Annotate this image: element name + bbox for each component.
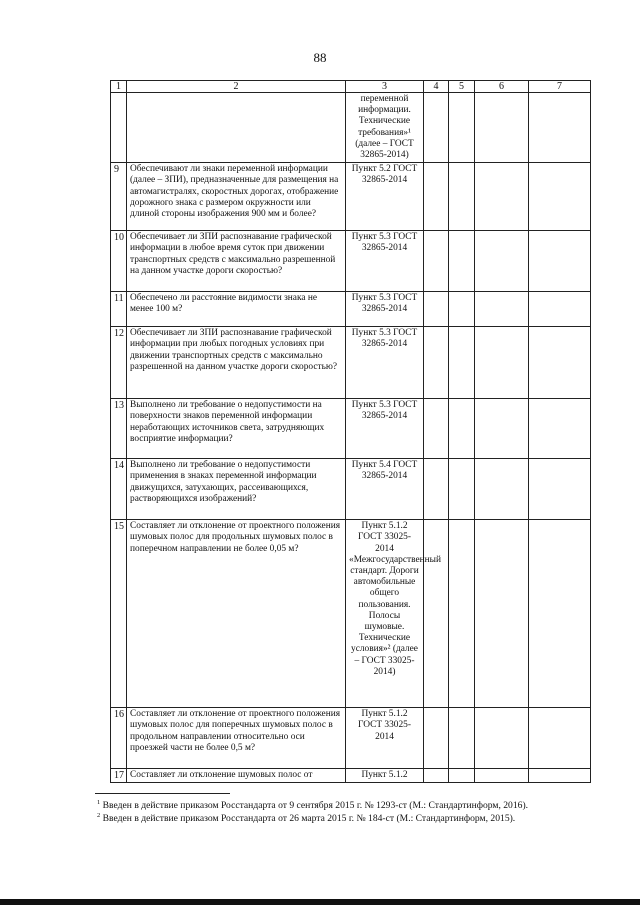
header-col-6: 6 bbox=[475, 81, 529, 93]
empty-cell bbox=[449, 327, 475, 399]
row-number: 15 bbox=[111, 520, 127, 708]
empty-cell bbox=[449, 769, 475, 783]
empty-cell bbox=[475, 769, 529, 783]
row-reference: Пункт 5.1.2 ГОСТ 33025-2014 «Межгосударственный стандарт. Дороги автомобильные общего пользования. Полосы шумовые. Технические условия»² (далее – ГОСТ 33025-2014) bbox=[346, 520, 424, 708]
row-number: 9 bbox=[111, 163, 127, 231]
empty-cell bbox=[424, 231, 449, 292]
empty-cell bbox=[529, 708, 591, 769]
table-row bbox=[111, 163, 591, 231]
empty-cell bbox=[424, 459, 449, 520]
row-number: 17 bbox=[111, 769, 127, 783]
empty-cell bbox=[529, 163, 591, 231]
table-row bbox=[111, 292, 591, 327]
empty-cell bbox=[475, 520, 529, 708]
footnote bbox=[97, 813, 597, 826]
table-row bbox=[111, 520, 591, 708]
empty-cell bbox=[449, 708, 475, 769]
row-number: 13 bbox=[111, 399, 127, 459]
row-reference: Пункт 5.2 ГОСТ 32865-2014 bbox=[346, 163, 424, 231]
empty-cell bbox=[475, 163, 529, 231]
row-reference: Пункт 5.3 ГОСТ 32865-2014 bbox=[346, 231, 424, 292]
row-reference: Пункт 5.3 ГОСТ 32865-2014 bbox=[346, 292, 424, 327]
empty-cell bbox=[529, 327, 591, 399]
empty-cell bbox=[424, 708, 449, 769]
empty-cell bbox=[449, 93, 475, 163]
row-question: Обеспечивает ли ЗПИ распознавание графической информации в любое время суток при движении транспортных средств с максимально разрешенной на данном участке дороги скоростью? bbox=[127, 231, 346, 292]
row-reference: Пункт 5.1.2 bbox=[346, 769, 424, 783]
table-row bbox=[111, 459, 591, 520]
footnote-text: Введен в действие приказом Росстандарта от 9 сентября 2015 г. № 1293-ст (М.: Стандартинформ, 2016). bbox=[102, 800, 529, 811]
table-row bbox=[111, 231, 591, 292]
row-question: Выполнено ли требование о недопустимости применения в знаках переменной информации движущихся, затухающих, рассеивающихся, растворяющихся изображений? bbox=[127, 459, 346, 520]
checklist-table bbox=[110, 80, 591, 783]
table-row bbox=[111, 708, 591, 769]
footnote-mark: 2 bbox=[97, 811, 101, 819]
row-number bbox=[111, 93, 127, 163]
empty-cell bbox=[449, 231, 475, 292]
empty-cell bbox=[529, 399, 591, 459]
table-row bbox=[111, 327, 591, 399]
empty-cell bbox=[449, 399, 475, 459]
empty-cell bbox=[475, 93, 529, 163]
header-col-4: 4 bbox=[424, 81, 449, 93]
row-question bbox=[127, 93, 346, 163]
footnotes bbox=[97, 800, 597, 825]
row-reference: Пункт 5.3 ГОСТ 32865-2014 bbox=[346, 399, 424, 459]
empty-cell bbox=[424, 163, 449, 231]
empty-cell bbox=[449, 459, 475, 520]
scan-edge-bar bbox=[0, 899, 640, 905]
empty-cell bbox=[475, 327, 529, 399]
empty-cell bbox=[449, 163, 475, 231]
row-reference: переменной информации. Технические требования»¹ (далее – ГОСТ 32865-2014) bbox=[346, 93, 424, 163]
row-number: 11 bbox=[111, 292, 127, 327]
empty-cell bbox=[424, 292, 449, 327]
row-question: Выполнено ли требование о недопустимости на поверхности знаков переменной информации неработающих источников света, затрудняющих восприятие информации? bbox=[127, 399, 346, 459]
row-question: Составляет ли отклонение шумовых полос от bbox=[127, 769, 346, 783]
row-reference: Пункт 5.4 ГОСТ 32865-2014 bbox=[346, 459, 424, 520]
empty-cell bbox=[424, 93, 449, 163]
row-question: Обеспечивают ли знаки переменной информации (далее – ЗПИ), предназначенные для размещения на автомагистралях, скоростных дорогах, отображение дорожного знака с размером окружности или длиной стороны изображения 900 мм и более? bbox=[127, 163, 346, 231]
page-number: 88 bbox=[313, 50, 327, 65]
row-number: 10 bbox=[111, 231, 127, 292]
header-col-3: 3 bbox=[346, 81, 424, 93]
empty-cell bbox=[449, 292, 475, 327]
row-reference: Пункт 5.3 ГОСТ 32865-2014 bbox=[346, 327, 424, 399]
empty-cell bbox=[529, 520, 591, 708]
footnote-text: Введен в действие приказом Росстандарта от 26 марта 2015 г. № 184-ст (М.: Стандартинформ, 2015). bbox=[102, 812, 516, 824]
empty-cell bbox=[475, 708, 529, 769]
header-col-1: 1 bbox=[111, 81, 127, 93]
empty-cell bbox=[475, 459, 529, 520]
row-reference: Пункт 5.1.2 ГОСТ 33025-2014 bbox=[346, 708, 424, 769]
empty-cell bbox=[475, 399, 529, 459]
footnote-divider bbox=[95, 793, 230, 794]
footnote-mark: 1 bbox=[97, 798, 101, 806]
table-row bbox=[111, 93, 591, 163]
empty-cell bbox=[424, 399, 449, 459]
empty-cell bbox=[475, 292, 529, 327]
row-question: Составляет ли отклонение от проектного положения шумовых полос для продольных шумовых полос в поперечном направлении не более 0,05 м? bbox=[127, 520, 346, 708]
header-col-5: 5 bbox=[449, 81, 475, 93]
row-number: 14 bbox=[111, 459, 127, 520]
row-number: 12 bbox=[111, 327, 127, 399]
row-number: 16 bbox=[111, 708, 127, 769]
empty-cell bbox=[424, 520, 449, 708]
empty-cell bbox=[475, 231, 529, 292]
empty-cell bbox=[529, 769, 591, 783]
empty-cell bbox=[529, 231, 591, 292]
empty-cell bbox=[529, 459, 591, 520]
empty-cell bbox=[529, 93, 591, 163]
footnote bbox=[97, 800, 597, 813]
row-question: Обеспечено ли расстояние видимости знака не менее 100 м? bbox=[127, 292, 346, 327]
header-col-7: 7 bbox=[529, 81, 591, 93]
table-row bbox=[111, 399, 591, 459]
table-row bbox=[111, 769, 591, 783]
empty-cell bbox=[424, 327, 449, 399]
header-row bbox=[111, 81, 591, 93]
row-question: Составляет ли отклонение от проектного положения шумовых полос для поперечных шумовых полос в продольном направлении относительно оси проезжей части не более 0,5 м? bbox=[127, 708, 346, 769]
empty-cell bbox=[424, 769, 449, 783]
header-col-2: 2 bbox=[127, 81, 346, 93]
empty-cell bbox=[449, 520, 475, 708]
empty-cell bbox=[529, 292, 591, 327]
row-question: Обеспечивает ли ЗПИ распознавание графической информации при любых погодных условиях при движении транспортных средств с максимально разрешенной на данном участке дороги скоростью? bbox=[127, 327, 346, 399]
